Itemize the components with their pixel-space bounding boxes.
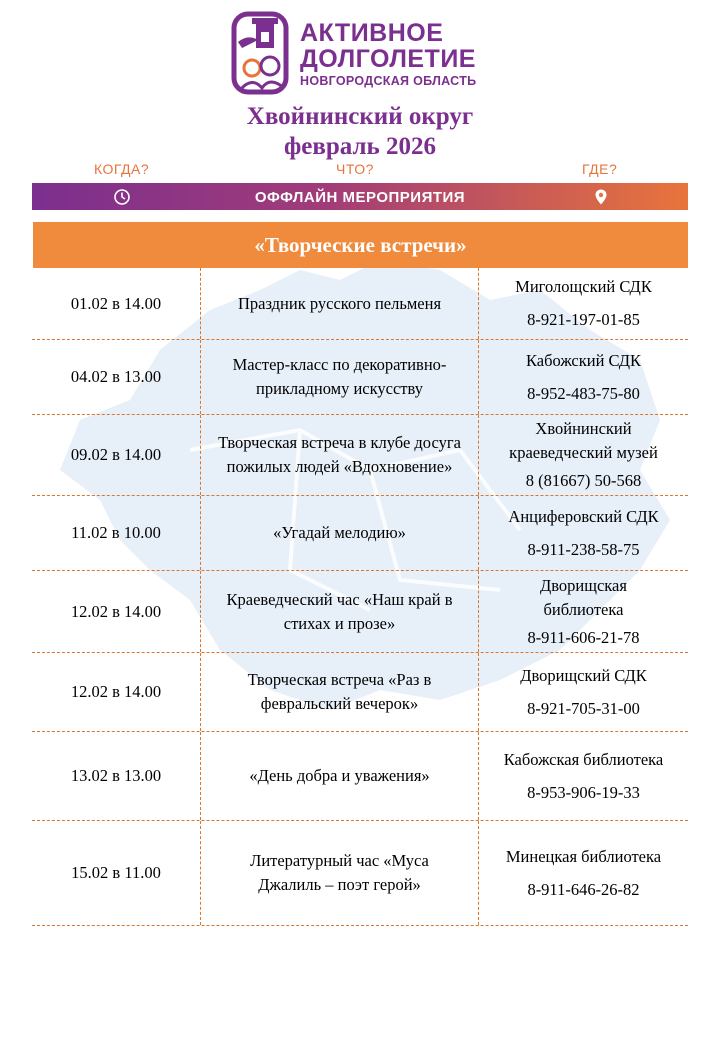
page-title: Хвойнинский округ [246, 103, 474, 130]
event-phone: 8 (81667) 50-568 [525, 471, 642, 490]
event-place: Миголощский СДК [515, 277, 652, 296]
event-venue [479, 496, 688, 570]
logo-title-line1: АКТИВНОЕ [300, 19, 444, 47]
table-row [32, 268, 688, 340]
event-phone: 8-911-646-26-82 [527, 879, 640, 899]
event-title: «Угадай мелодию» [201, 496, 479, 570]
event-venue [479, 821, 688, 925]
clock-icon [113, 188, 131, 206]
event-title: Праздник русского пельменя [201, 268, 479, 339]
event-place: Хвойнинский краеведческий музей [509, 419, 658, 462]
section-header [33, 222, 688, 268]
table-row [32, 732, 688, 821]
event-venue [479, 653, 688, 731]
event-phone: 8-911-606-21-78 [527, 627, 640, 647]
column-label-what: ЧТО? [336, 161, 374, 177]
offline-events-bar [32, 183, 688, 210]
table-row [32, 496, 688, 571]
logo-title-line2: ДОЛГОЛЕТИЕ [300, 45, 476, 73]
event-date: 09.02 в 14.00 [32, 415, 201, 495]
events-table [32, 268, 688, 926]
event-place: Дворищский СДК [520, 665, 647, 685]
table-row [32, 821, 688, 926]
column-label-when: КОГДА? [94, 161, 150, 177]
event-place: Дворищская библиотека [540, 575, 627, 619]
offline-events-label: ОФФЛАЙН МЕРОПРИЯТИЯ [254, 189, 466, 206]
event-venue [479, 415, 688, 495]
event-date: 04.02 в 13.00 [32, 340, 201, 414]
event-title: Творческая встреча «Раз в февральский вечерок» [201, 653, 479, 731]
event-date: 15.02 в 11.00 [32, 821, 201, 925]
table-row [32, 340, 688, 415]
event-venue [479, 340, 688, 414]
page-subtitle-month: февраль 2026 [283, 133, 436, 160]
table-row [32, 571, 688, 653]
event-venue [479, 268, 688, 339]
event-title: «День добра и уважения» [201, 732, 479, 820]
event-place: Анциферовский СДК [508, 506, 659, 526]
event-venue [479, 732, 688, 820]
event-phone: 8-953-906-19-33 [527, 782, 640, 802]
event-date: 11.02 в 10.00 [32, 496, 201, 570]
event-date: 12.02 в 14.00 [32, 571, 201, 652]
event-phone: 8-952-483-75-80 [527, 383, 640, 403]
table-row [32, 415, 688, 496]
event-title: Мастер-класс по декоративно-прикладному искусству [201, 340, 479, 414]
event-date: 13.02 в 13.00 [32, 732, 201, 820]
logo-subtitle: НОВГОРОДСКАЯ ОБЛАСТЬ [300, 74, 477, 88]
event-place: Кабожская библиотека [503, 749, 664, 769]
active-longevity-logo [228, 10, 498, 96]
event-place: Минецкая библиотека [505, 846, 662, 866]
event-title: Творческая встреча в клубе досуга пожилых людей «Вдохновение» [201, 415, 479, 495]
event-date: 01.02 в 14.00 [32, 268, 201, 339]
location-pin-icon [592, 188, 610, 206]
column-label-where: ГДЕ? [582, 161, 618, 177]
event-title: Литературный час «Муса Джалиль – поэт герой» [201, 821, 479, 925]
table-row [32, 653, 688, 732]
event-place: Кабожский СДК [525, 350, 642, 370]
event-phone: 8-911-238-58-75 [527, 539, 640, 559]
event-phone: 8-921-705-31-00 [527, 698, 640, 718]
section-title: «Творческие встречи» [254, 232, 467, 257]
event-title: Краеведческий час «Наш край в стихах и прозе» [201, 571, 479, 652]
event-venue [479, 571, 688, 652]
event-phone: 8-921-197-01-85 [527, 310, 640, 329]
event-date: 12.02 в 14.00 [32, 653, 201, 731]
logo-emblem-icon [228, 10, 292, 96]
